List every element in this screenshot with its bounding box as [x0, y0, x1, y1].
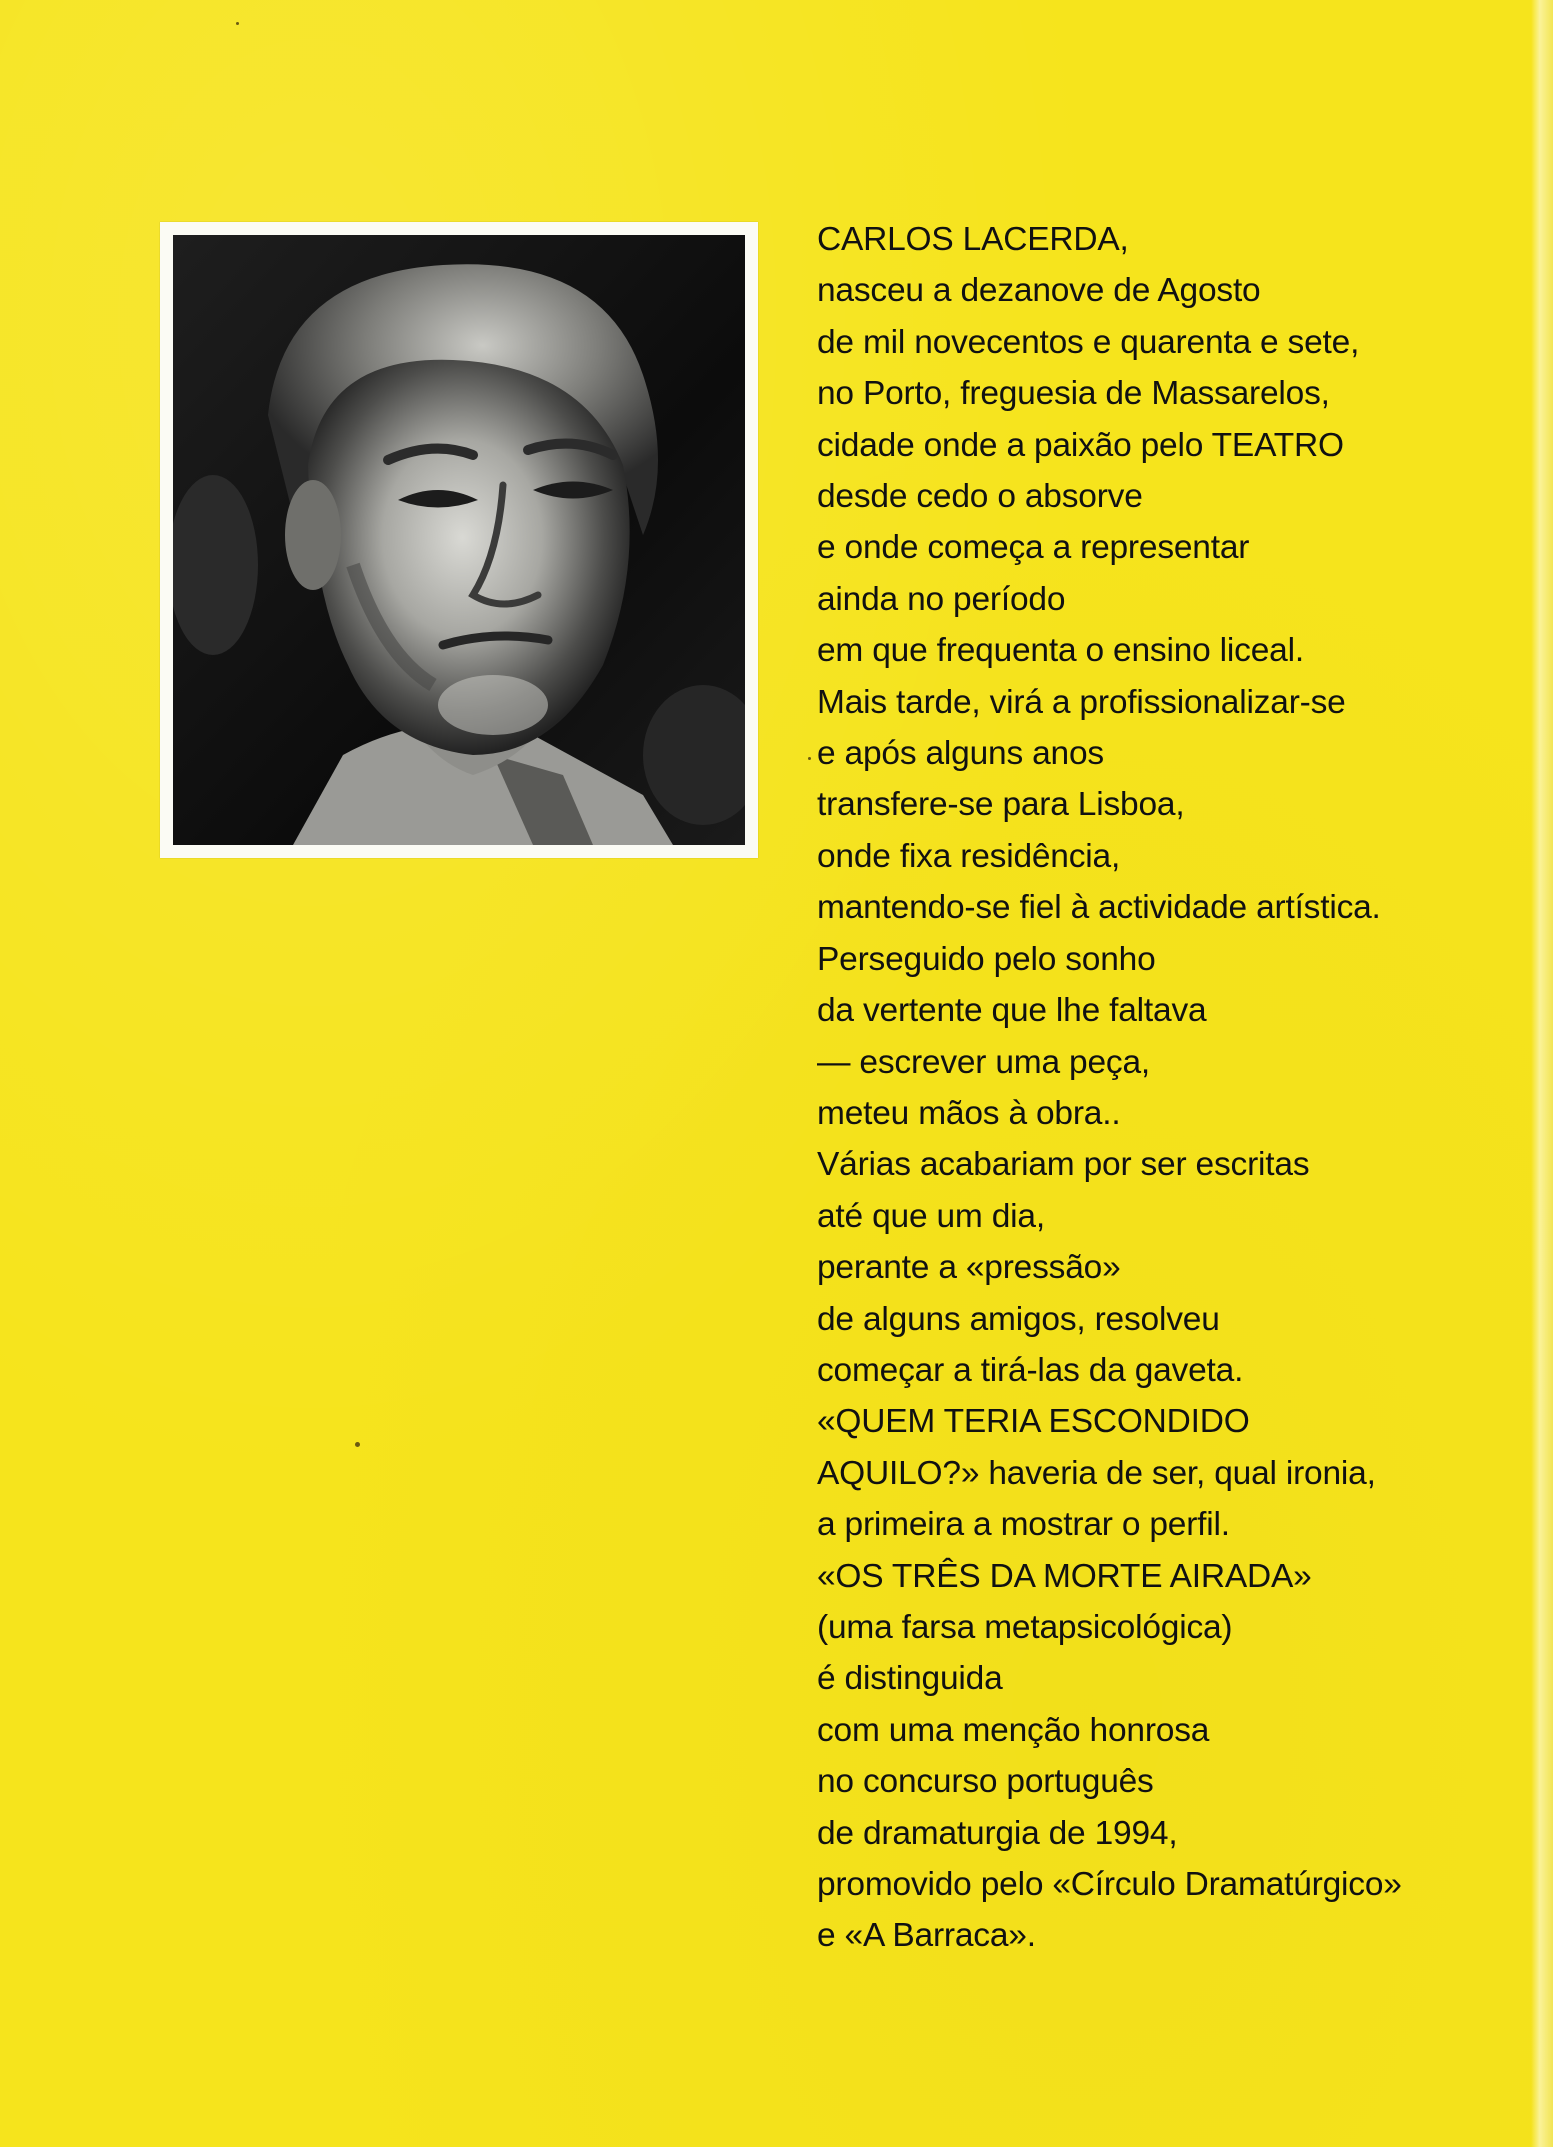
bio-line: no Porto, freguesia de Massarelos,: [817, 375, 1330, 413]
bio-line: ainda no período: [817, 580, 1066, 618]
author-biography: [817, 214, 1537, 1962]
bio-line: e onde começa a representar: [817, 529, 1250, 567]
bio-line: até que um dia,: [817, 1197, 1045, 1235]
bio-line: cidade onde a paixão pelo TEATRO: [817, 426, 1344, 464]
bio-line: de alguns amigos, resolveu: [817, 1300, 1220, 1338]
bio-line: da vertente que lhe faltava: [817, 992, 1207, 1030]
bio-line: Mais tarde, virá a profissionalizar-se: [817, 683, 1346, 721]
print-speck: [355, 1442, 360, 1447]
bio-line: nasceu a dezanove de Agosto: [817, 272, 1261, 310]
bio-line: CARLOS LACERDA,: [817, 221, 1129, 258]
bio-line: e após alguns anos: [817, 735, 1104, 773]
bio-line: onde fixa residência,: [817, 837, 1121, 875]
bio-line: Várias acabariam por ser escritas: [817, 1146, 1310, 1184]
print-speck: [808, 757, 811, 760]
bio-line: no concurso português: [817, 1763, 1154, 1801]
bio-line: a primeira a mostrar o perfil.: [817, 1506, 1230, 1544]
bio-line: transfere-se para Lisboa,: [817, 786, 1185, 824]
bio-line: (uma farsa metapsicológica): [817, 1608, 1233, 1646]
bio-line: começar a tirá-las da gaveta.: [817, 1351, 1244, 1389]
print-speck: [236, 22, 239, 25]
bio-line: mantendo-se fiel à actividade artística.: [817, 889, 1381, 927]
bio-line: com uma menção honrosa: [817, 1711, 1210, 1749]
bio-line: meteu mãos à obra..: [817, 1094, 1121, 1132]
bio-line: AQUILO?» haveria de ser, qual ironia,: [817, 1454, 1376, 1492]
bio-line: é distinguida: [817, 1660, 1003, 1698]
bio-line: de mil novecentos e quarenta e sete,: [817, 323, 1360, 361]
bio-line: «QUEM TERIA ESCONDIDO: [817, 1403, 1250, 1441]
bio-line: de dramaturgia de 1994,: [817, 1814, 1178, 1852]
bio-line: «OS TRÊS DA MORTE AIRADA»: [817, 1557, 1312, 1595]
bio-line: e «A Barraca».: [817, 1917, 1036, 1955]
bio-line: desde cedo o absorve: [817, 478, 1143, 516]
bio-line: promovido pelo «Círculo Dramatúrgico»: [817, 1866, 1402, 1903]
bio-line: — escrever uma peça,: [817, 1043, 1150, 1081]
bio-line: perante a «pressão»: [817, 1249, 1121, 1287]
bio-line: em que frequenta o ensino liceal.: [817, 632, 1304, 670]
author-photo-frame: [160, 222, 758, 858]
author-portrait-photo: [173, 235, 745, 845]
bio-line: Perseguido pelo sonho: [817, 940, 1156, 978]
